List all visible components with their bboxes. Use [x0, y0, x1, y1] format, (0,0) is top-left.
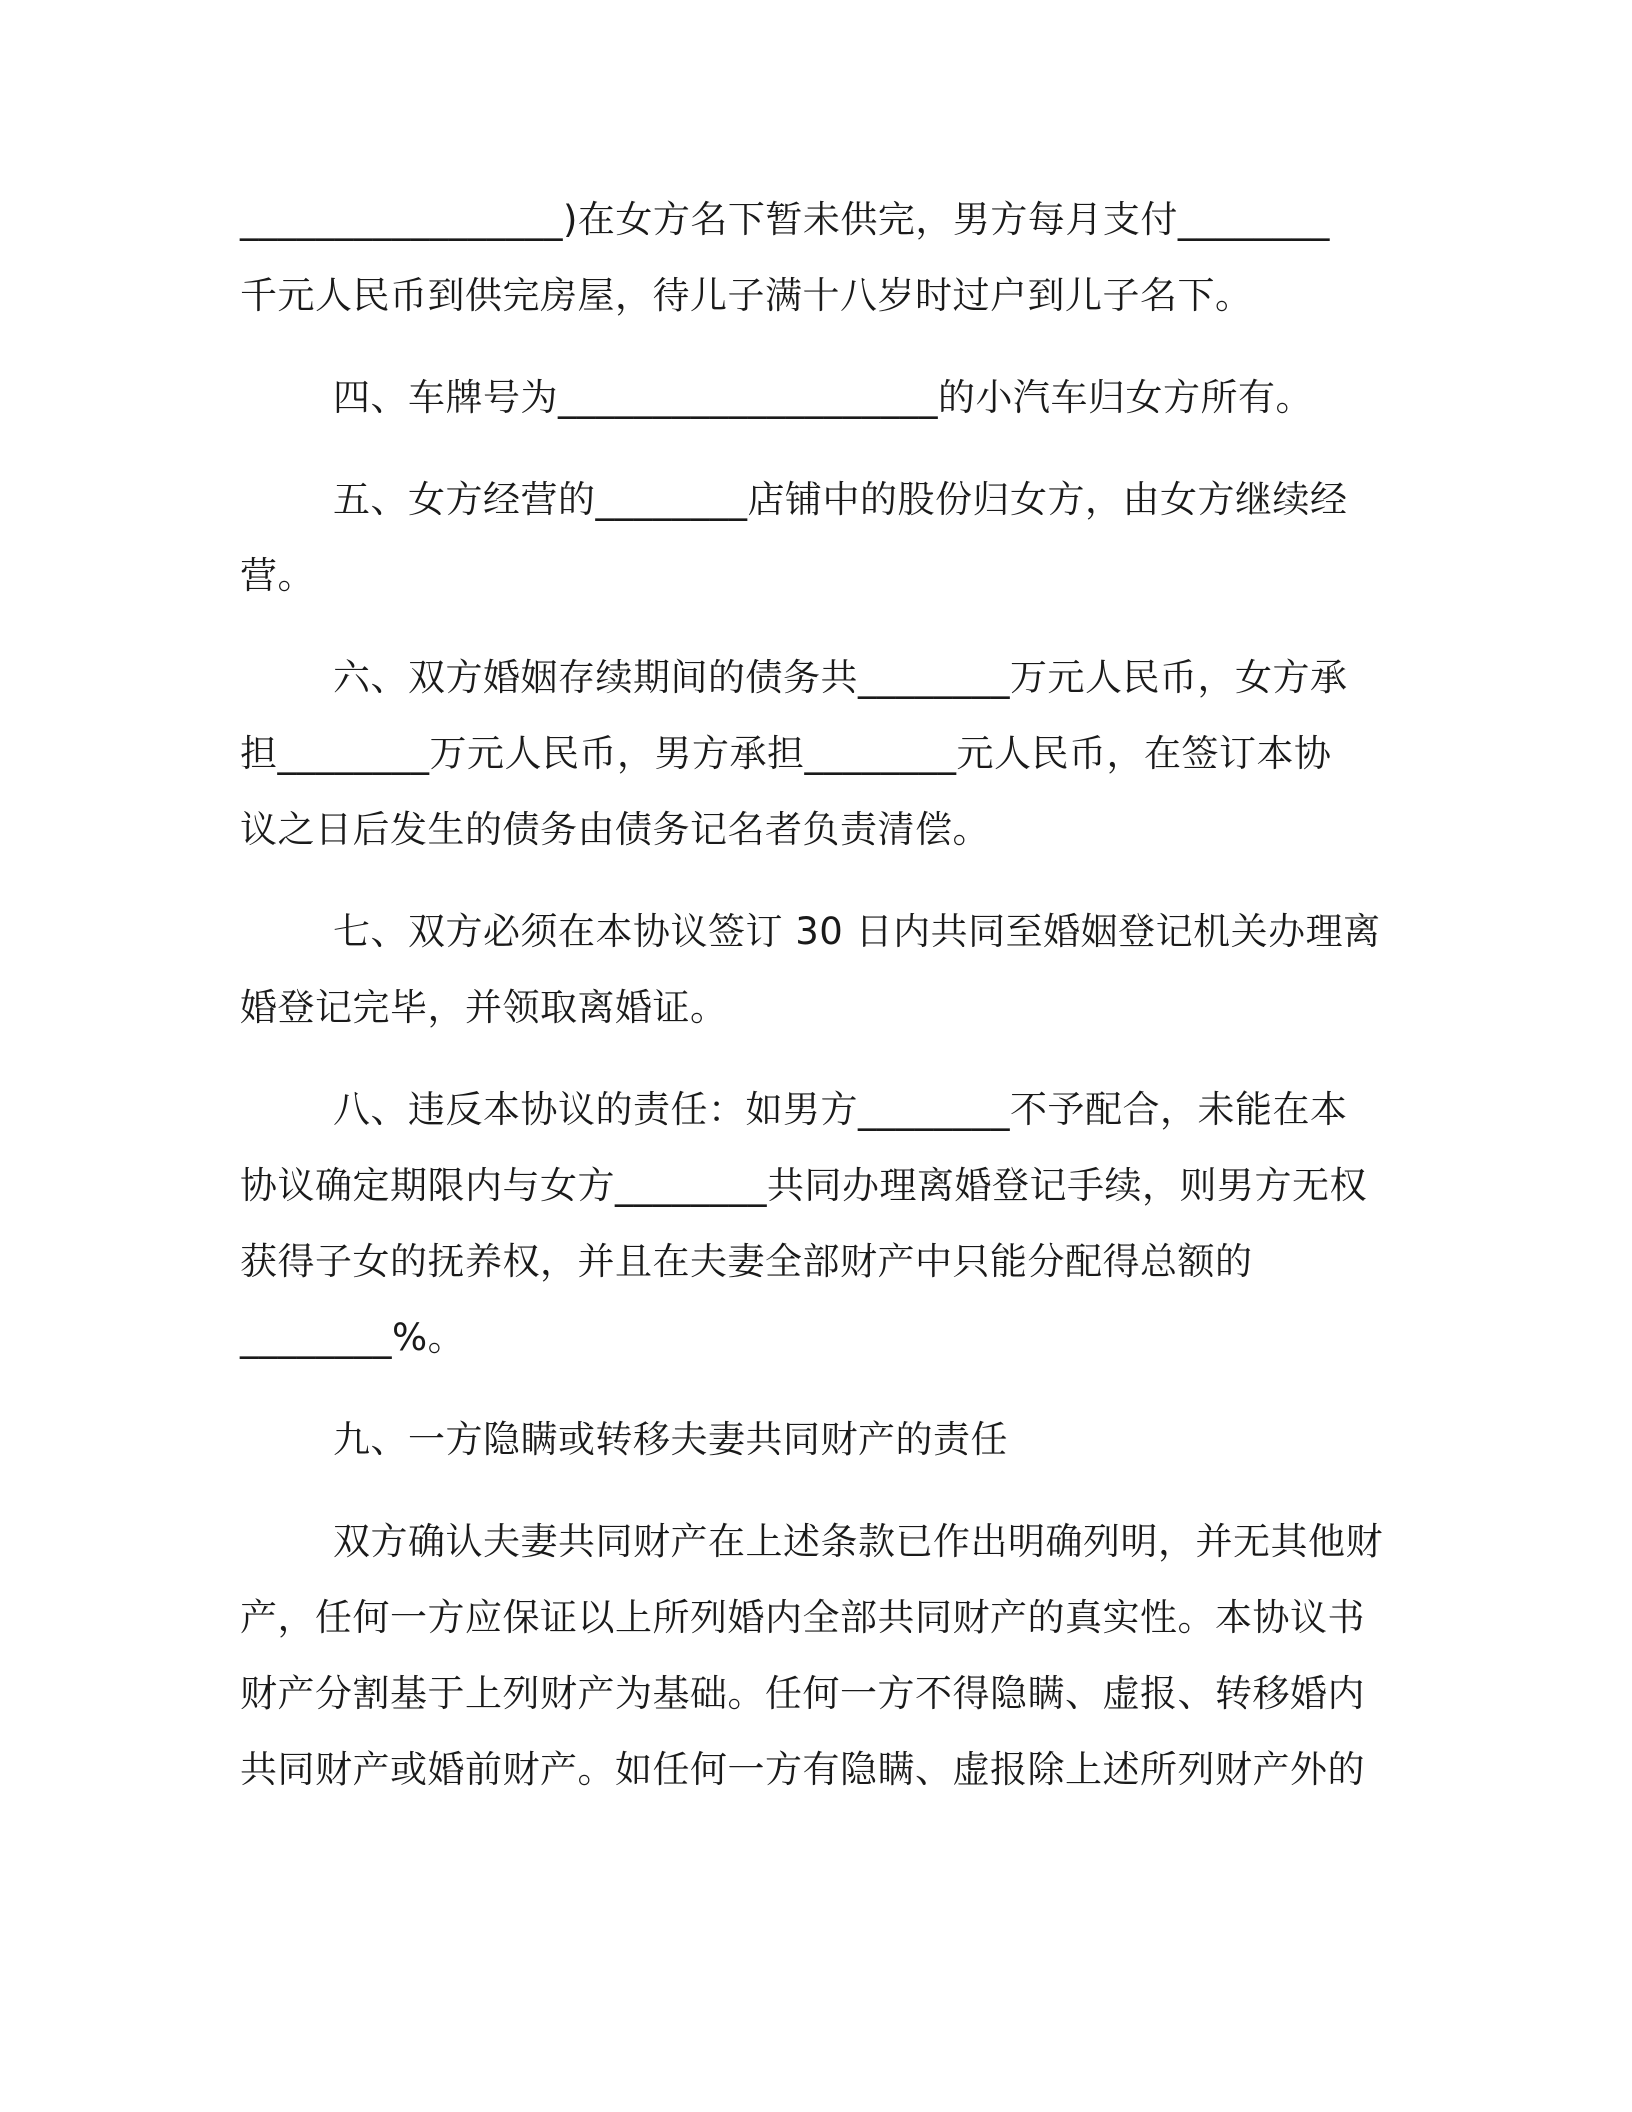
text-line: 担________万元人民币，男方承担________元人民币，在签订本协 — [240, 732, 1332, 775]
text-line: 议之日后发生的债务由债务记名者负责清偿。 — [240, 808, 990, 851]
text-line: 财产分割基于上列财产为基础。任何一方不得隐瞒、虚报、转移婚内 — [240, 1672, 1365, 1715]
clause-4: 四、车牌号为____________________的小汽车归女方所有。 — [333, 376, 1313, 419]
text-line: 获得子女的抚养权，并且在夫妻全部财产中只能分配得总额的 — [240, 1240, 1253, 1283]
text-line: 婚登记完毕，并领取离婚证。 — [240, 986, 728, 1029]
clause-9-heading: 九、一方隐瞒或转移夫妻共同财产的责任 — [333, 1418, 1008, 1461]
clause-9-paragraph: 双方确认夫妻共同财产在上述条款已作出明确列明，并无其他财 — [333, 1520, 1383, 1563]
text-line: ________%。 — [240, 1316, 466, 1359]
clause-7: 七、双方必须在本协议签订 30 日内共同至婚姻登记机关办理离 — [333, 910, 1381, 953]
clause-6: 六、双方婚姻存续期间的债务共________万元人民币，女方承 — [333, 656, 1348, 699]
clause-5: 五、女方经营的________店铺中的股份归女方，由女方继续经 — [333, 478, 1348, 521]
text-line: 千元人民币到供完房屋，待儿子满十八岁时过户到儿子名下。 — [240, 274, 1253, 317]
text-line: 产，任何一方应保证以上所列婚内全部共同财产的真实性。本协议书 — [240, 1596, 1365, 1639]
text-line: _________________)在女方名下暂未供完，男方每月支付________ — [240, 198, 1330, 241]
text-line: 协议确定期限内与女方________共同办理离婚登记手续，则男方无权 — [240, 1164, 1367, 1207]
text-line: 共同财产或婚前财产。如任何一方有隐瞒、虚报除上述所列财产外的 — [240, 1748, 1365, 1791]
text-line: 营。 — [240, 554, 315, 597]
clause-8: 八、违反本协议的责任：如男方________不予配合，未能在本 — [333, 1088, 1348, 1131]
